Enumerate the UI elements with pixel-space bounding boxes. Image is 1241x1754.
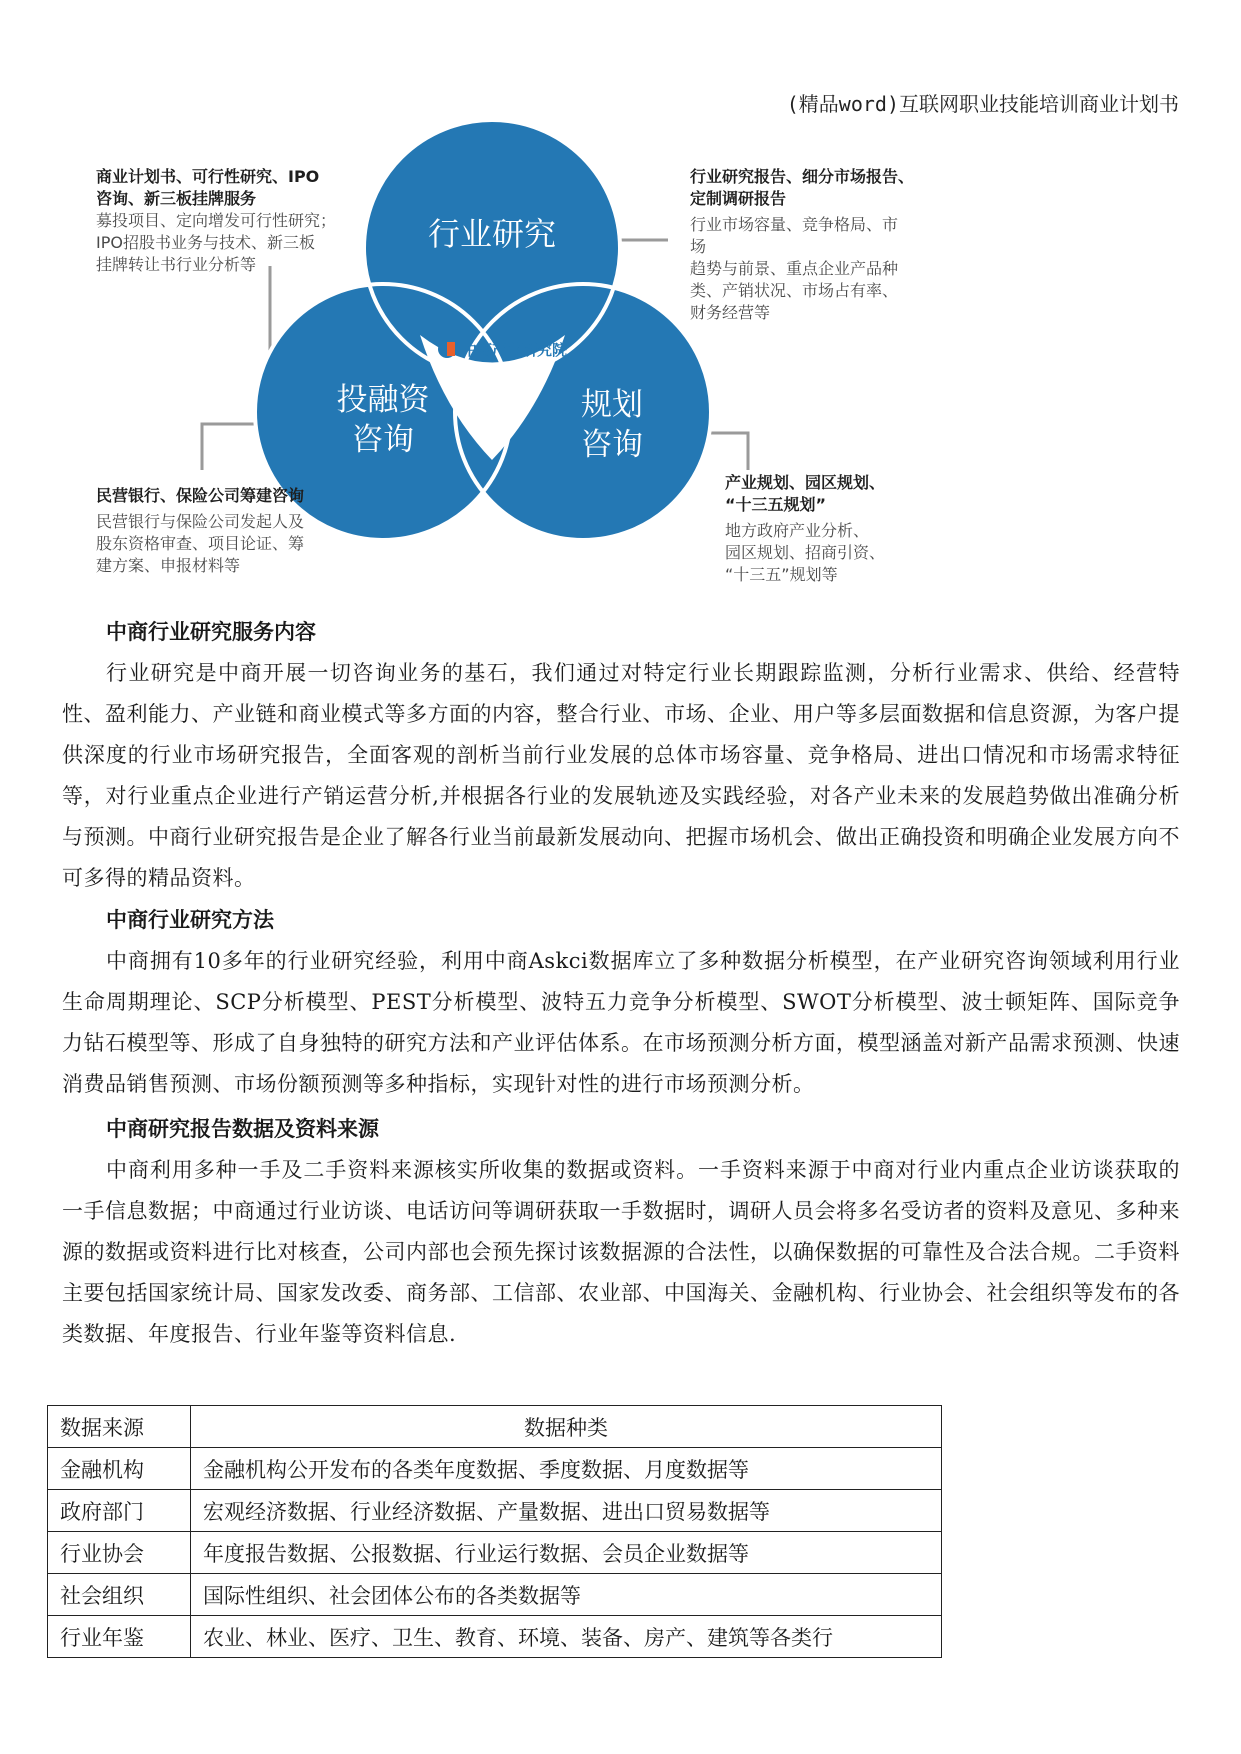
data-source-table [47, 1405, 942, 1658]
circle-label-planning-line1: 规划 [581, 387, 643, 423]
section-heading: 中商研究报告数据及资料来源 [106, 1117, 379, 1141]
label-desc: 民营银行与保险公司发起人及 股东资格审查、项目论证、筹 建方案、申报材料等 [96, 512, 305, 575]
table-row [48, 1490, 942, 1532]
center-logo-text: 中商产业研究院 [462, 341, 568, 359]
circle-label-investment-line1: 投融资 [336, 382, 430, 418]
table-cell: 金融机构 [48, 1448, 191, 1490]
table-row [48, 1532, 942, 1574]
label-bottom-left [96, 485, 304, 577]
table-cell: 农业、林业、医疗、卫生、教育、环境、装备、房产、建筑等各类行 [191, 1616, 942, 1658]
label-top-left [96, 166, 336, 276]
label-desc: 地方政府产业分析、 园区规划、招商引资、 “十三五”规划等 [725, 521, 886, 584]
table-header-cell: 数据来源 [48, 1406, 191, 1448]
table-header-cell: 数据种类 [191, 1406, 942, 1448]
section-heading: 中商行业研究服务内容 [106, 620, 316, 644]
table-cell: 年度报告数据、公报数据、行业运行数据、会员企业数据等 [191, 1532, 942, 1574]
label-top-right [690, 166, 914, 324]
logo-mark [438, 340, 456, 358]
section-service-content [62, 612, 1180, 899]
table-header-row [48, 1406, 942, 1448]
section-data-sources [62, 1109, 1180, 1355]
table-row [48, 1616, 942, 1658]
table-cell: 社会组织 [48, 1574, 191, 1616]
label-desc: 募投项目、定向增发可行性研究； IPO招股书业务与技术、新三板 挂牌转让书行业分析等 [96, 211, 337, 274]
section-research-method [62, 900, 1180, 1105]
section-heading: 中商行业研究方法 [106, 908, 274, 932]
table-cell: 宏观经济数据、行业经济数据、产量数据、进出口贸易数据等 [191, 1490, 942, 1532]
table-cell: 金融机构公开发布的各类年度数据、季度数据、月度数据等 [191, 1448, 942, 1490]
circle-label-planning-line2: 咨询 [581, 427, 643, 463]
table-row [48, 1448, 942, 1490]
section-body: 中商利用多种一手及二手资料来源核实所收集的数据或资料。一手资料来源于中商对行业内重点企业访谈获取的一手信息数据；中商通过行业访谈、电话访问等调研获取一手数据时，调研人员会将多名受访者的资料及意见、多种来源的数据或资料进行比对核查，公司内部也会预先探讨该数据源的合法性，以确保数据的可靠性及合法合规。二手资料主要包括国家统计局、国家发改委、商务部、工信部、农业部、中国海关、金融机构、行业协会、社会组织等发布的各类数据、年度报告、行业年鉴等资料信息. [62, 1158, 1180, 1346]
label-title: 行业研究报告、细分市场报告、 定制调研报告 [690, 167, 915, 208]
label-bottom-right [725, 472, 885, 586]
document-header: (精品word)互联网职业技能培训商业计划书 [786, 92, 1179, 116]
service-venn-diagram [0, 120, 1241, 600]
table-cell: 行业年鉴 [48, 1616, 191, 1658]
label-desc: 行业市场容量、竞争格局、市 场 趋势与前景、重点企业产品种 类、产销状况、市场占有率、 财务经营等 [690, 215, 899, 322]
table-row [48, 1574, 942, 1616]
section-body: 行业研究是中商开展一切咨询业务的基石，我们通过对特定行业长期跟踪监测，分析行业需求、供给、经营特性、盈利能力、产业链和商业模式等多方面的内容，整合行业、市场、企业、用户等多层面数据和信息资源，为客户提供深度的行业市场研究报告，全面客观的剖析当前行业发展的总体市场容量、竞争格局、进出口情况和市场需求特征等，对行业重点企业进行产销运营分析,并根据各行业的发展轨迹及实践经验，对各产业未来的发展趋势做出准确分析与预测。中商行业研究报告是企业了解各行业当前最新发展动向、把握市场机会、做出正确投资和明确企业发展方向不可多得的精品资料。 [62, 661, 1180, 890]
circle-label-investment-line2: 咨询 [352, 422, 414, 458]
table-cell: 政府部门 [48, 1490, 191, 1532]
label-title: 产业规划、园区规划、 “十三五规划” [725, 473, 886, 514]
table-cell: 行业协会 [48, 1532, 191, 1574]
section-body: 中商拥有10多年的行业研究经验，利用中商Askci数据库立了多种数据分析模型，在产业研究咨询领域利用行业生命周期理论、SCP分析模型、PEST分析模型、波特五力竞争分析模型、SWOT分析模型、波士顿矩阵、国际竞争力钻石模型等、形成了自身独特的研究方法和产业评估体系。在市场预测分析方面，模型涵盖对新产品需求预测、快速消费品销售预测、市场份额预测等多种指标，实现针对性的进行市场预测分析。 [62, 949, 1180, 1096]
label-title: 商业计划书、可行性研究、IPO 咨询、新三板挂牌服务 [96, 167, 320, 208]
table-cell: 国际性组织、社会团体公布的各类数据等 [191, 1574, 942, 1616]
circle-label-industry: 行业研究 [427, 215, 557, 253]
label-title: 民营银行、保险公司筹建咨询 [96, 486, 305, 505]
